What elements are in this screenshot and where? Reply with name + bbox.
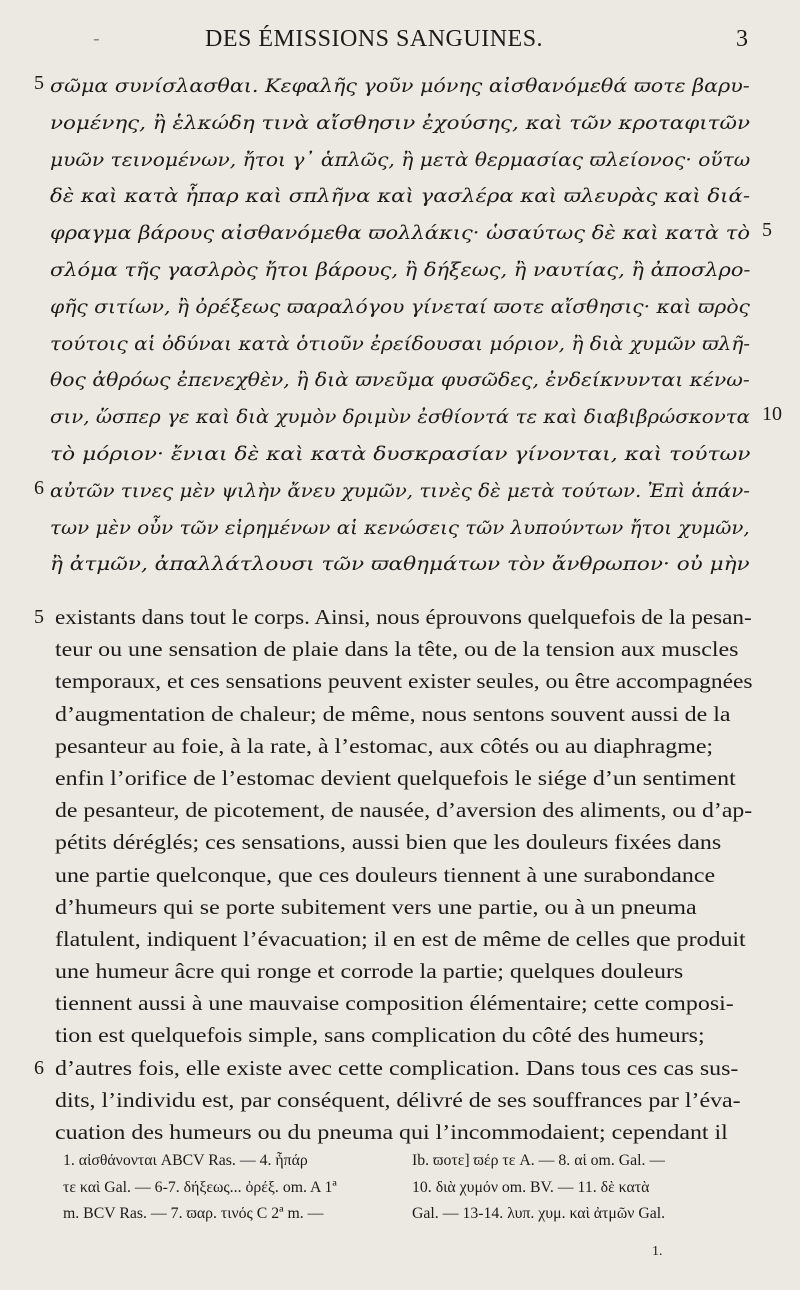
footnote-line: τε καὶ Gal. — 6-7. δήξεως... ὀρέξ. om. A 1ª (63, 1178, 337, 1196)
footnote-line: Ib. ϖοτε] ϖέρ τε A. — 8. αἱ om. Gal. — (412, 1152, 666, 1169)
french-text-line: dits, l’individu est, par conséquent, délivré de ses souffrances par l’éva- (55, 1088, 741, 1112)
greek-text-line: τὸ μόριον· ἔνιαι δὲ καὶ κατὰ δυσκρασίαν γίνονται, καὶ τούτων (50, 442, 751, 465)
greek-text-line: των μὲν οὖν τῶν εἰρημένων αἱ κενώσεις τῶν λυπούντων ἤτοι χυμῶν, (50, 516, 750, 539)
footnote-line: m. BCV Ras. — 7. ϖαρ. τινός C 2ª m. — (63, 1205, 324, 1222)
french-text-line: d’humeurs qui se porte subitement vers une partie, ou à un pneuma (55, 895, 697, 919)
line-number-marker: 6 (34, 476, 44, 499)
french-text-line: temporaux, et ces sensations peuvent exister seules, ou être accompagnées (55, 670, 753, 694)
line-number-marker: 10 (762, 403, 782, 426)
greek-text-line: νομένης, ἢ ἑλκώδη τινὰ αἴσθησιν ἐχούσης, καὶ τῶν κροταφιτῶν (50, 111, 750, 134)
footnotes-right-column (412, 1148, 665, 1228)
french-text-line: d’augmentation de chaleur; de même, nous sentons souvent aussi de la (55, 702, 731, 726)
french-text-line: enfin l’orifice de l’estomac devient quelquefois le siége d’un sentiment (55, 766, 736, 790)
greek-text-line: μυῶν τεινομένων, ἤτοι γ᾽ ἁπλῶς, ἢ μετὰ θερμασίας ϖλείονος· οὕτω (50, 148, 751, 171)
french-text-line: une partie quelconque, que ces douleurs tiennent à une surabondance (55, 863, 716, 887)
line-number-marker: 6 (34, 1056, 44, 1079)
line-number-marker: 5 (34, 72, 44, 94)
french-text-line: pesanteur au foie, à la rate, à l’estomac, aux côtés ou au diaphragme; (55, 734, 714, 758)
french-text-line: une humeur âcre qui ronge et corrode la partie; quelques douleurs (55, 960, 684, 984)
line-number-marker: 5 (34, 606, 44, 628)
running-title: DES ÉMISSIONS SANGUINES. (205, 26, 544, 52)
footnote-line: Gal. — 13-14. λυπ. χυμ. καὶ ἀτμῶν Gal. (412, 1205, 666, 1222)
greek-text-line: ἢ ἀτμῶν, ἀπαλλάτλουσι τῶν ϖαθημάτων τὸν ἄνθρωπον· οὐ μὴν (50, 553, 750, 576)
footnotes-left-column (63, 1148, 337, 1228)
greek-text-line: τούτοις αἱ ὀδύναι κατὰ ὁτιοῦν ἐρείδουσαι μόριον, ἢ διὰ χυμῶν ϖλῆ- (50, 332, 751, 355)
french-text-block (55, 602, 755, 1149)
greek-text-block (50, 68, 754, 583)
signature-mark: 1. (652, 1244, 663, 1259)
greek-text-line: δὲ καὶ κατὰ ἧπαρ καὶ σπλῆνα καὶ γασλέρα καὶ ϖλευρὰς καὶ διά- (50, 185, 750, 208)
footnote-line: 10. διὰ χυμόν om. BV. — 11. δὲ κατὰ (412, 1178, 650, 1196)
greek-text-line: φραγμα βάρους αἰσθανόμεθα ϖολλάκις· ὡσαύτως δὲ καὶ κατὰ τὸ (50, 222, 750, 245)
page-number: 3 (736, 26, 748, 52)
greek-text-line: σῶμα συνίσλασθαι. Κεφαλῆς γοῦν μόνης αἰσθανόμεθά ϖοτε βαρυ- (50, 75, 750, 97)
french-text-line: tiennent aussi à une mauvaise composition élémentaire; cette composi- (55, 992, 734, 1016)
greek-text-line: σλόμα τῆς γασλρὸς ἤτοι βάρους, ἢ δήξεως, ἢ ναυτίας, ἢ ἀποσλρο- (50, 258, 751, 281)
french-text-line: pétits déréglés; ces sensations, aussi bien que les douleurs fixées dans (55, 831, 722, 855)
header-mark: - (93, 26, 100, 50)
greek-text-line: αὐτῶν τινες μὲν ψιλὴν ἄνευ χυμῶν, τινὲς δὲ μετὰ τούτων. Ἐπὶ ἁπάν- (50, 479, 750, 502)
footnote-line: 1. αἰσθάνονται ABCV Ras. — 4. ἧπάρ (63, 1152, 308, 1169)
french-text-line: tion est quelquefois simple, sans complication du côté des humeurs; (55, 1024, 705, 1048)
greek-text-line: θος ἀθρόως ἐπενεχθὲν, ἢ διὰ ϖνεῦμα φυσῶδες, ἐνδείκνυνται κένω- (50, 369, 750, 392)
french-text-line: d’autres fois, elle existe avec cette complication. Dans tous ces cas sus- (55, 1056, 739, 1080)
french-text-line: existants dans tout le corps. Ainsi, nous éprouvons quelquefois de la pesan- (55, 606, 752, 629)
greek-text-line: φῆς σιτίων, ἢ ὀρέξεως ϖαραλόγου γίνεταί ϖοτε αἴσθησις· καὶ ϖρὸς (50, 295, 750, 318)
french-text-line: cuation des humeurs ou du pneuma qui l’incommodaient; cependant il (55, 1121, 728, 1144)
running-head (0, 26, 800, 56)
line-number-marker: 5 (762, 219, 772, 242)
french-text-line: teur ou une sensation de plaie dans la tête, ou de la tension aux muscles (55, 638, 739, 662)
french-text-line: de pesanteur, de picotement, de nausée, d’aversion des aliments, ou d’ap- (55, 799, 753, 823)
greek-text-line: σιν, ὥσπερ γε καὶ διὰ χυμὸν δριμὺν ἐσθίοντά τε καὶ διαβιβρώσκοντα (50, 406, 751, 429)
french-text-line: flatulent, indiquent l’évacuation; il en est de même de celles que produit (55, 927, 746, 951)
